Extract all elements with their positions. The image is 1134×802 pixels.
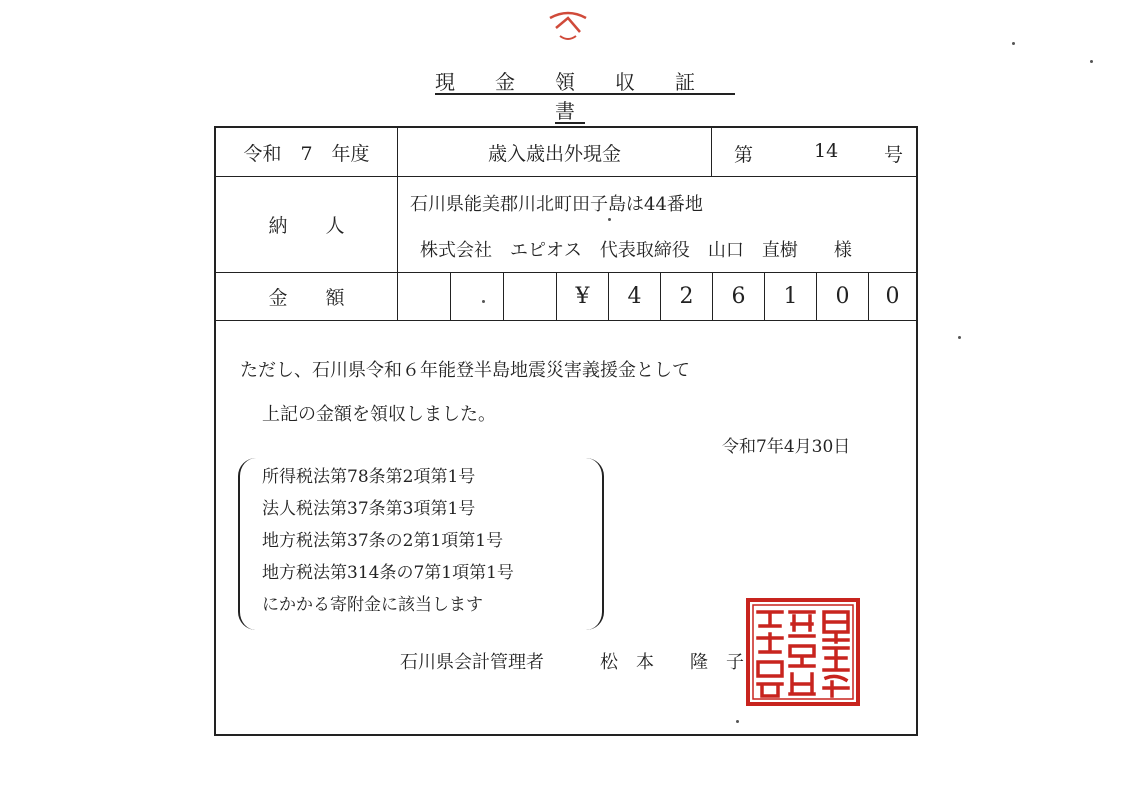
payer-label-cell — [216, 176, 398, 272]
law-line: 地方税法第314条の7第1項第1号 — [262, 563, 514, 583]
signatory-title: 石川県会計管理者 — [400, 652, 544, 673]
yen-sign: ¥ — [575, 283, 590, 309]
official-seal — [744, 596, 862, 708]
fiscal-year-label: 令和 7 年度 — [243, 142, 370, 165]
amount-label-cell — [216, 272, 398, 320]
payer-info-cell — [398, 176, 916, 272]
amount-digit: 0 — [885, 283, 900, 309]
amount-digit-cell — [451, 272, 504, 320]
amount-digit-cell — [398, 272, 451, 320]
law-line: 地方税法第37条の2第1項第1号 — [262, 531, 504, 551]
receipt-date: 令和7年4月30日 — [722, 437, 851, 457]
header-row — [216, 128, 916, 177]
number-suffix: 号 — [884, 144, 904, 166]
account-cell — [398, 128, 712, 176]
amount-digit: 0 — [835, 283, 850, 309]
signatory-name: 松 本 隆 子 — [600, 652, 744, 673]
law-line: 所得税法第78条第2項第1号 — [262, 467, 476, 487]
amount-digit: 4 — [627, 283, 642, 309]
amount-digit-cell — [713, 272, 765, 320]
amount-digit-cell — [869, 272, 916, 320]
amount-digit: 2 — [679, 283, 694, 309]
amount-digit-cell — [609, 272, 661, 320]
amount-digit: 1 — [783, 283, 798, 309]
number-prefix: 第 — [734, 144, 754, 166]
fiscal-year-cell — [216, 128, 398, 176]
amount-digit-cell — [817, 272, 869, 320]
receipt-table — [214, 126, 918, 736]
amount-digit-cell — [661, 272, 713, 320]
number-value: 14 — [814, 140, 839, 162]
amount-row — [216, 272, 916, 321]
amount-digit: 6 — [731, 283, 746, 309]
law-bracket — [238, 458, 604, 630]
amount-digit-cell — [557, 272, 609, 320]
top-red-mark — [538, 6, 598, 46]
payer-name: 株式会社 エピオス 代表取締役 山口 直樹 様 — [420, 240, 852, 261]
receipt-purpose: ただし、石川県令和６年能登半島地震災害義援金として — [240, 360, 690, 381]
account-label: 歳入歳出外現金 — [487, 142, 621, 165]
page-title: 現 金 領 収 証 書 — [435, 70, 735, 123]
payer-address: 石川県能美郡川北町田子島は44番地 — [410, 194, 703, 215]
amount-label: 金 額 — [268, 286, 345, 309]
law-line: 法人税法第37条第3項第1号 — [262, 499, 476, 519]
amount-digit-cell — [765, 272, 817, 320]
amount-digit-cell — [504, 272, 557, 320]
receipt-acknowledgement: 上記の金額を領収しました。 — [262, 404, 496, 425]
number-cell — [712, 128, 916, 176]
payer-row — [216, 176, 916, 273]
law-line: にかかる寄附金に該当します — [262, 595, 483, 615]
payer-label: 納 人 — [268, 214, 345, 237]
